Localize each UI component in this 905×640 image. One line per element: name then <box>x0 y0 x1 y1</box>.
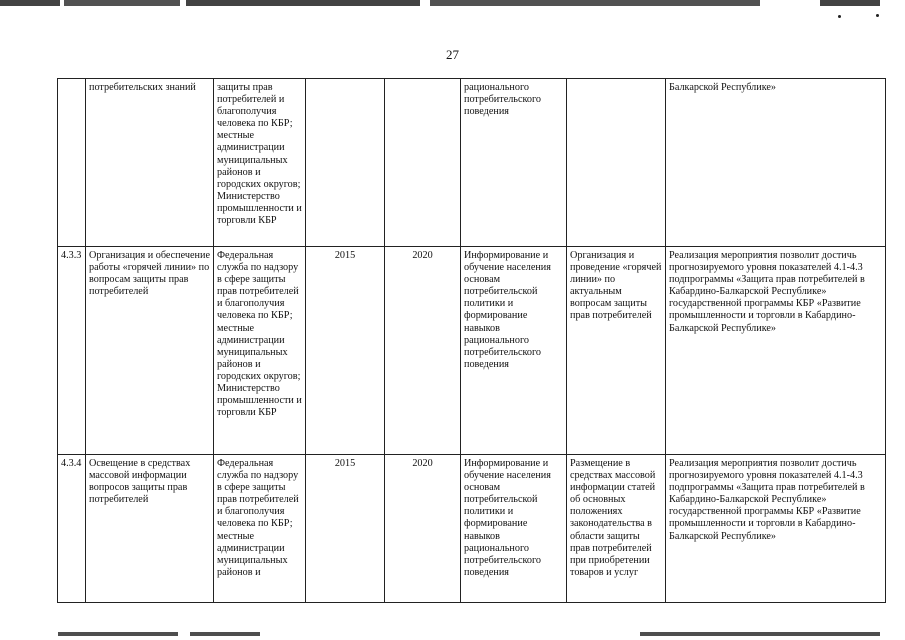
scan-artifact-bottom <box>640 632 880 636</box>
result-cell: Балкарской Республике» <box>666 79 886 247</box>
event-name: Организация и обеспечение работы «горячей линии» по вопросам защиты прав потребителей <box>86 247 214 455</box>
executor-cell: Федеральная служба по надзору в сфере защиты прав потребителей и благополучия человека по КБР; местные администрации муниципальных районов и городских округов; Министерство промышленности и торговли КБР <box>214 247 306 455</box>
scan-dot <box>876 14 879 17</box>
scan-artifact-top <box>0 0 905 6</box>
table-row <box>58 247 886 455</box>
page-number: 27 <box>446 47 459 62</box>
directions-cell: Информирование и обучение населения основам потребительской политики и формирование навыков рационального потребительского поведения <box>461 455 567 603</box>
start-year: 2015 <box>306 455 385 603</box>
executor-cell: защиты прав потребителей и благополучия человека по КБР; местные администрации муниципальных районов и городских округов; Министерство промышленности и торговли КБР <box>214 79 306 247</box>
row-number <box>58 79 86 247</box>
start-year: 2015 <box>306 247 385 455</box>
directions-cell: Информирование и обучение населения основам потребительской политики и формирование навыков рационального потребительского поведения <box>461 247 567 455</box>
content-cell <box>567 79 666 247</box>
scan-artifact-bottom <box>58 632 178 636</box>
events-table <box>57 78 886 603</box>
event-name: Освещение в средствах массовой информации вопросов защиты прав потребителей <box>86 455 214 603</box>
table-row <box>58 79 886 247</box>
end-year: 2020 <box>385 247 461 455</box>
directions-cell: рационального потребительского поведения <box>461 79 567 247</box>
end-year <box>385 79 461 247</box>
end-year: 2020 <box>385 455 461 603</box>
row-number: 4.3.3 <box>58 247 86 455</box>
table-row <box>58 455 886 603</box>
scan-artifact-bottom <box>190 632 260 636</box>
scan-dot <box>838 15 841 18</box>
result-cell: Реализация мероприятия позволит достичь прогнозируемого уровня показателей 4.1-4.3 подпрограммы «Защита прав потребителей в Кабардино-Балкарской Республике» государственной программы КБР «Развитие промышленности и торговли в Кабардино-Балкарской Республике» <box>666 247 886 455</box>
result-cell: Реализация мероприятия позволит достичь прогнозируемого уровня показателей 4.1-4.3 подпрограммы «Защита прав потребителей в Кабардино-Балкарской Республике» государственной программы КБР «Развитие промышленности и торговли в Кабардино-Балкарской Республике» <box>666 455 886 603</box>
start-year <box>306 79 385 247</box>
content-cell: Организация и проведение «горячей линии» по актуальным вопросам защиты прав потребителей <box>567 247 666 455</box>
executor-cell: Федеральная служба по надзору в сфере защиты прав потребителей и благополучия человека по КБР; местные администрации муниципальных районов и <box>214 455 306 603</box>
row-number: 4.3.4 <box>58 455 86 603</box>
content-cell: Размещение в средствах массовой информации статей об основных положениях законодательства в области защиты прав потребителей при приобретении товаров и услуг <box>567 455 666 603</box>
event-name: потребительских знаний <box>86 79 214 247</box>
